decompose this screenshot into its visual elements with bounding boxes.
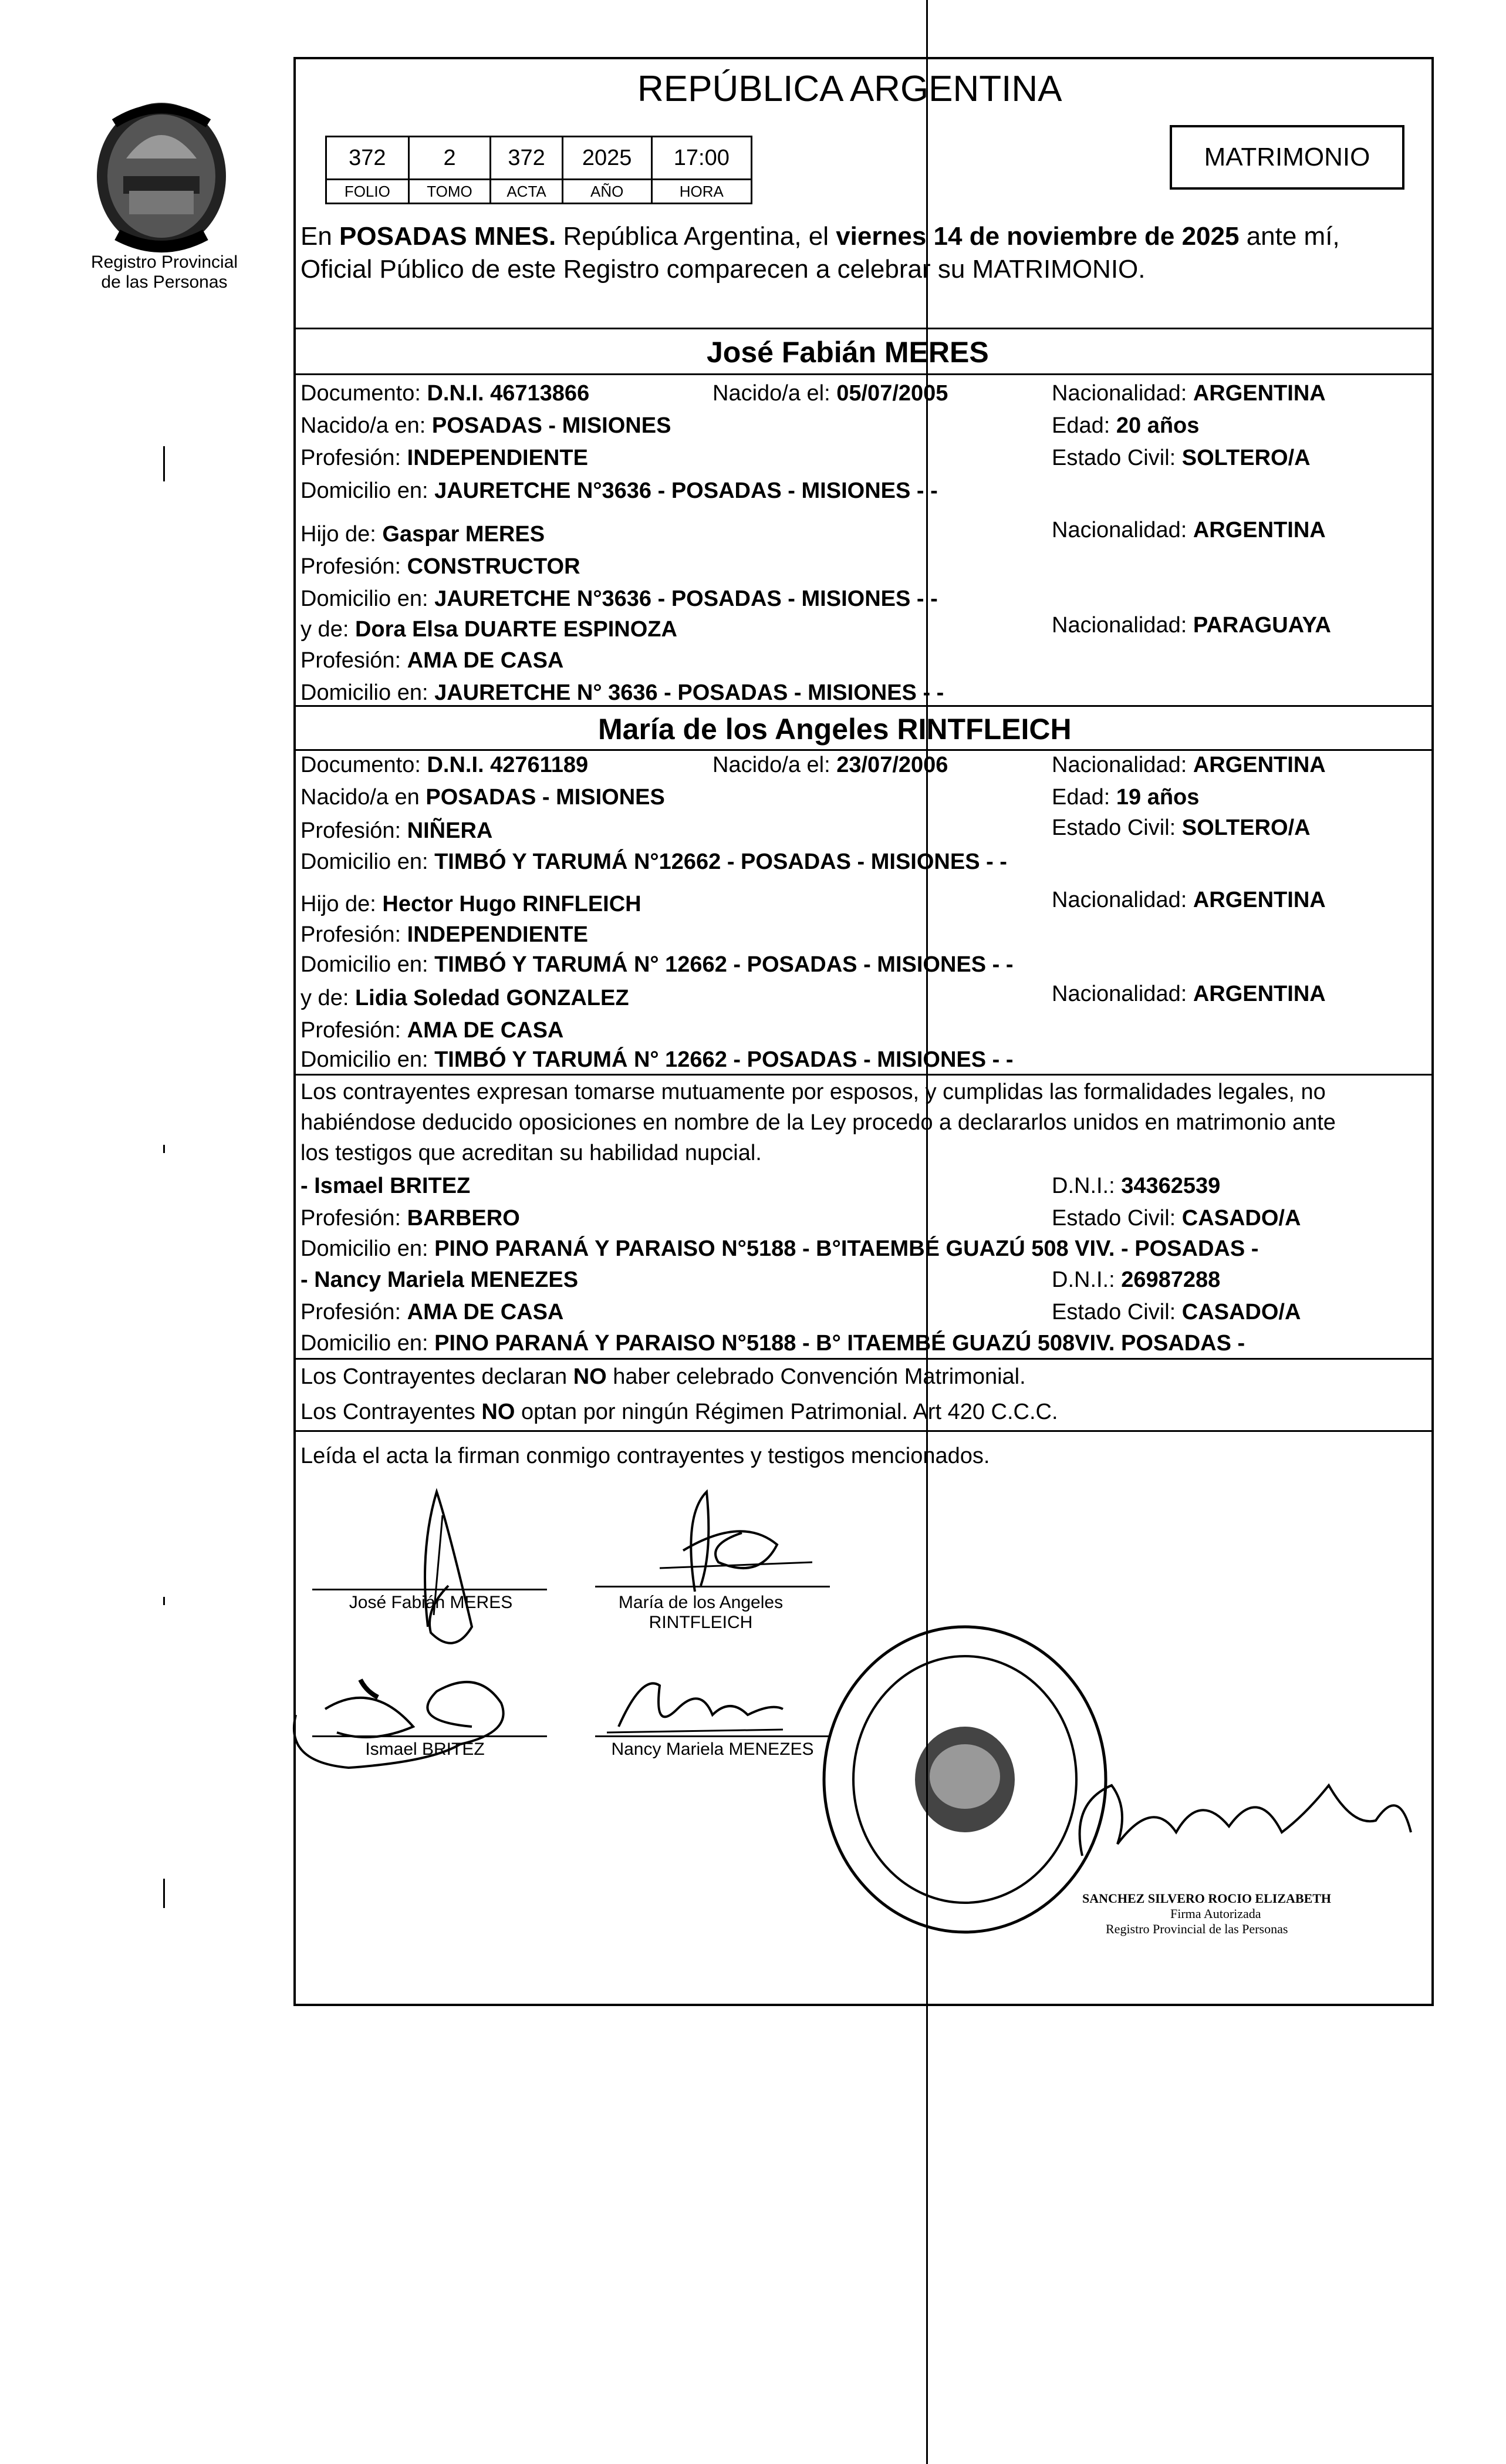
divider: [296, 749, 1431, 751]
witness-2-address: Domicilio en: PINO PARANÁ Y PARAISO N°5188 - B° ITAEMBÉ GUAZÚ 508VIV. POSADAS -: [300, 1331, 1245, 1356]
bride-mother-address: Domicilio en: TIMBÓ Y TARUMÁ N° 12662 - POSADAS - MISIONES - -: [300, 1047, 1014, 1072]
year-label: AÑO: [562, 180, 651, 204]
witness-2-dni: D.N.I.: 26987288: [1052, 1268, 1221, 1292]
margin-mark: [163, 1879, 165, 1908]
groom-signature-icon: [331, 1480, 566, 1668]
witness1-signature-line: [312, 1735, 547, 1737]
groom-age: Edad: 20 años: [1052, 413, 1200, 438]
bride-father-nationality: Nacionalidad: ARGENTINA: [1052, 888, 1326, 912]
witness-1-civil-status: Estado Civil: CASADO/A: [1052, 1206, 1301, 1231]
witness-1-address: Domicilio en: PINO PARANÁ Y PARAISO N°5188 - B°ITAEMBÉ GUAZÚ 508 VIV. - POSADAS -: [300, 1236, 1259, 1261]
closing-text: Leída el acta la firman conmigo contrayentes y testigos mencionados.: [300, 1444, 990, 1468]
official-stamp-block: [1082, 1891, 1376, 1937]
registry-table: [325, 136, 752, 204]
divider: [296, 1430, 1431, 1432]
convention-statement: Los Contrayentes declaran NO haber celebrado Convención Matrimonial.: [300, 1364, 1026, 1389]
official-office: Registro Provincial de las Personas: [1106, 1922, 1288, 1936]
groom-civil-status: Estado Civil: SOLTERO/A: [1052, 446, 1311, 470]
bride-civil-status: Estado Civil: SOLTERO/A: [1052, 815, 1311, 840]
bride-signature-label: María de los Angeles RINTFLEICH: [618, 1593, 784, 1632]
bride-mother-profession: Profesión: AMA DE CASA: [300, 1018, 564, 1043]
intro-line-2: Oficial Público de este Registro comparecen a celebrar su MATRIMONIO.: [300, 255, 1146, 284]
act-type-box: MATRIMONIO: [1170, 125, 1404, 190]
folio-value: 372: [326, 137, 409, 180]
groom-signature-label: José Fabián MERES: [349, 1593, 513, 1612]
bride-signature-line: [595, 1586, 830, 1587]
logo-caption: [76, 252, 252, 292]
bride-signature-icon: [624, 1480, 859, 1609]
logo-line-1: Registro Provincial: [90, 252, 238, 272]
page-title: REPÚBLICA ARGENTINA: [637, 69, 1062, 109]
groom-document: Documento: D.N.I. 46713866: [300, 381, 590, 406]
official-signature-icon: [1059, 1750, 1423, 1903]
bride-document: Documento: D.N.I. 42761189: [300, 753, 589, 777]
groom-mother: y de: Dora Elsa DUARTE ESPINOZA: [300, 617, 677, 642]
bride-father-address: Domicilio en: TIMBÓ Y TARUMÁ N° 12662 - POSADAS - MISIONES - -: [300, 952, 1014, 977]
groom-mother-nationality: Nacionalidad: PARAGUAYA: [1052, 613, 1331, 638]
bride-father-profession: Profesión: INDEPENDIENTE: [300, 922, 588, 947]
groom-mother-address: Domicilio en: JAURETCHE N° 3636 - POSADAS - MISIONES - -: [300, 680, 944, 705]
acta-value: 372: [491, 137, 562, 180]
bride-birthdate: Nacido/a el: 23/07/2006: [713, 753, 948, 777]
witness-1-dni: D.N.I.: 34362539: [1052, 1174, 1221, 1198]
witness1-signature-label: Ismael BRITEZ: [365, 1740, 485, 1759]
margin-mark: [163, 446, 165, 481]
divider: [296, 1074, 1431, 1076]
groom-mother-profession: Profesión: AMA DE CASA: [300, 648, 564, 673]
acta-label: ACTA: [491, 180, 562, 204]
groom-nationality: Nacionalidad: ARGENTINA: [1052, 381, 1326, 406]
witness2-signature-label: Nancy Mariela MENEZES: [611, 1740, 814, 1759]
bride-name: María de los Angeles RINTFLEICH: [598, 713, 1072, 746]
divider: [296, 373, 1431, 375]
divider: [296, 328, 1431, 329]
bride-birthplace: Nacido/a en POSADAS - MISIONES: [300, 785, 665, 810]
bride-father: Hijo de: Hector Hugo RINFLEICH: [300, 892, 641, 916]
bride-mother: y de: Lidia Soledad GONZALEZ: [300, 986, 629, 1010]
official-role: Firma Autorizada: [1170, 1906, 1261, 1921]
folio-label: FOLIO: [326, 180, 409, 204]
witness-1-profession: Profesión: BARBERO: [300, 1206, 520, 1231]
marriage-certificate: [293, 57, 1434, 2006]
logo-line-2: de las Personas: [101, 272, 228, 292]
divider: [296, 1358, 1431, 1360]
witness-2-civil-status: Estado Civil: CASADO/A: [1052, 1300, 1301, 1324]
official-name: SANCHEZ SILVERO ROCIO ELIZABETH: [1082, 1891, 1332, 1906]
groom-birthplace: Nacido/a en: POSADAS - MISIONES: [300, 413, 671, 438]
bride-mother-nationality: Nacionalidad: ARGENTINA: [1052, 982, 1326, 1006]
tomo-label: TOMO: [408, 180, 491, 204]
groom-father-nationality: Nacionalidad: ARGENTINA: [1052, 518, 1326, 542]
groom-father-profession: Profesión: CONSTRUCTOR: [300, 554, 580, 579]
year-value: 2025: [562, 137, 651, 180]
witness2-signature-line: [595, 1735, 830, 1737]
groom-address: Domicilio en: JAURETCHE N°3636 - POSADAS - MISIONES - -: [300, 478, 938, 503]
bride-age: Edad: 19 años: [1052, 785, 1200, 810]
intro-line-1: En POSADAS MNES. República Argentina, el viernes 14 de noviembre de 2025 ante mí,: [300, 222, 1340, 251]
page-fold-line: [926, 0, 928, 2464]
divider: [296, 705, 1431, 707]
margin-mark: [163, 1145, 165, 1153]
registry-logo: [82, 88, 247, 258]
tomo-value: 2: [408, 137, 491, 180]
groom-father-address: Domicilio en: JAURETCHE N°3636 - POSADAS - MISIONES - -: [300, 586, 938, 611]
groom-signature-line: [312, 1589, 547, 1590]
regime-statement: Los Contrayentes NO optan por ningún Régimen Patrimonial. Art 420 C.C.C.: [300, 1400, 1058, 1424]
groom-name: José Fabián MERES: [707, 336, 989, 369]
hour-label: HORA: [651, 180, 751, 204]
witness-2-profession: Profesión: AMA DE CASA: [300, 1300, 564, 1324]
groom-father: Hijo de: Gaspar MERES: [300, 522, 545, 547]
margin-mark: [163, 1597, 165, 1605]
bride-nationality: Nacionalidad: ARGENTINA: [1052, 753, 1326, 777]
bride-profession: Profesión: NIÑERA: [300, 818, 493, 843]
witness-2-name: - Nancy Mariela MENEZES: [300, 1268, 579, 1292]
bride-address: Domicilio en: TIMBÓ Y TARUMÁ N°12662 - POSADAS - MISIONES - -: [300, 850, 1007, 874]
groom-profession: Profesión: INDEPENDIENTE: [300, 446, 588, 470]
declaration-text: Los contrayentes expresan tomarse mutuamente por esposos, y cumplidas las formalidades legales, no habiéndose deducido oposiciones en nombre de la Ley procedo a declararlos unidos en matrimonio ante los testigos que acreditan su habilidad nupcial.: [300, 1080, 1336, 1165]
groom-birthdate: Nacido/a el: 05/07/2005: [713, 381, 948, 406]
provincial-seal-icon: [82, 88, 247, 258]
hour-value: 17:00: [651, 137, 751, 180]
witness-1-name: - Ismael BRITEZ: [300, 1174, 471, 1198]
